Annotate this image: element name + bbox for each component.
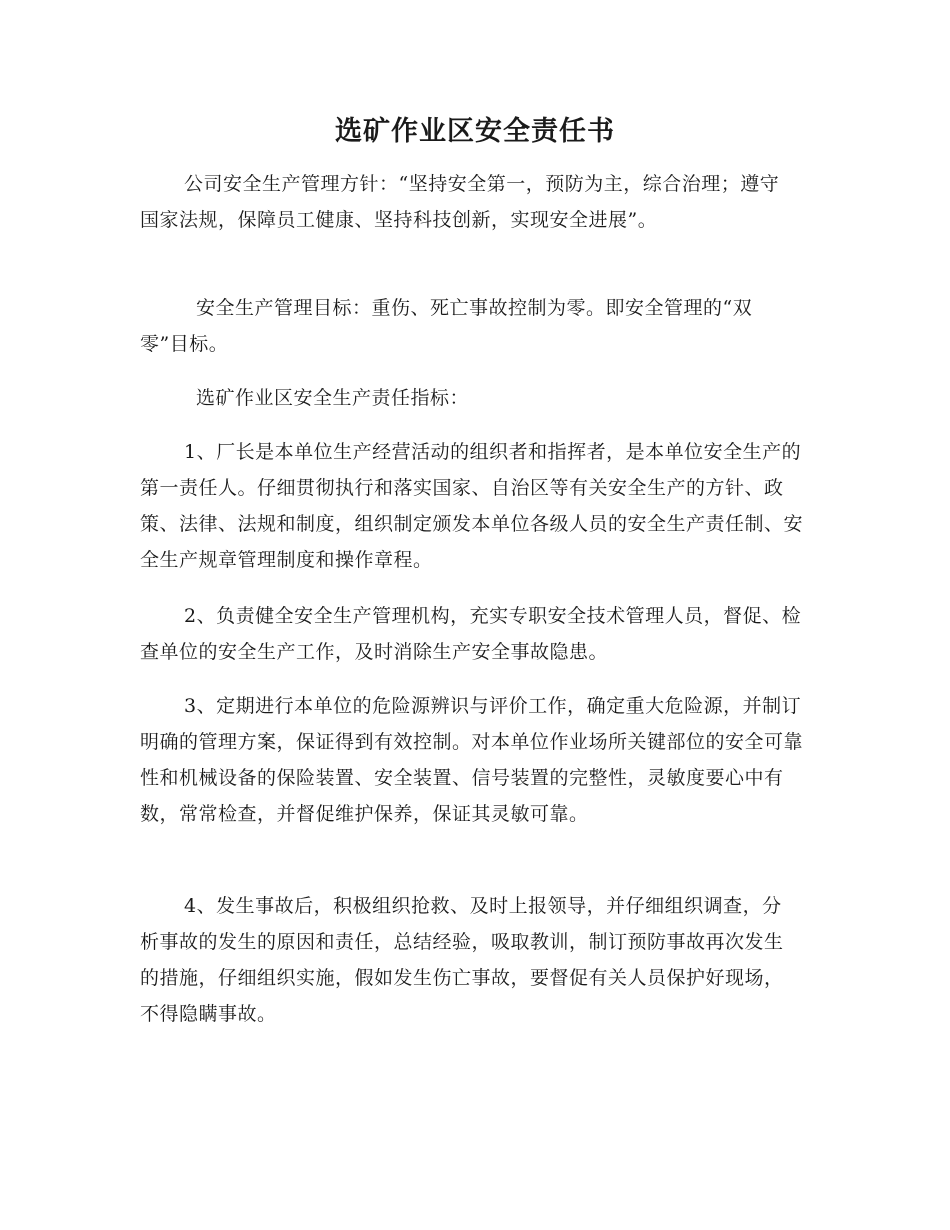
goal-paragraph: 安全生产管理目标：重伤、死亡事故控制为零。即安全管理的“双零”目标。 — [140, 297, 753, 355]
responsibility-item-1: 1、厂长是本单位生产经营活动的组织者和指挥者，是本单位安全生产的第一责任人。仔细贯彻执行和落实国家、自治区等有关安全生产的方针、政策、法律、法规和制度，组织制定颁发本单位各级人员的安全生产责任制、安全生产规章管理制度和操作章程。 — [140, 441, 804, 571]
responsibility-item-2: 2、负责健全安全生产管理机构，充实专职安全技术管理人员，督促、检查单位的安全生产工作，及时消除生产安全事故隐患。 — [140, 605, 802, 663]
responsibility-item-3: 3、定期进行本单位的危险源辨识与评价工作，确定重大危险源，并制订明确的管理方案，保证得到有效控制。对本单位作业场所关键部位的安全可靠性和机械设备的保险装置、安全装置、信号装置的完整性，灵敏度要心中有数，常常检查，并督促维护保养，保证其灵敏可靠。 — [140, 695, 804, 825]
policy-paragraph: 公司安全生产管理方针：“坚持安全第一，预防为主，综合治理；遵守国家法规，保障员工健康、坚持科技创新，实现安全进展”。 — [140, 173, 780, 231]
responsibility-item-4: 4、发生事故后，积极组织抢救、及时上报领导，并仔细组织调查，分析事故的发生的原因和责任，总结经验，吸取教训，制订预防事故再次发生的措施，仔细组织实施，假如发生伤亡事故，要督促有关人员保护好现场，不得隐瞒事故。 — [140, 895, 784, 1025]
indicators-heading: 选矿作业区安全生产责任指标： — [196, 387, 470, 409]
document-title: 选矿作业区安全责任书 — [335, 116, 615, 147]
